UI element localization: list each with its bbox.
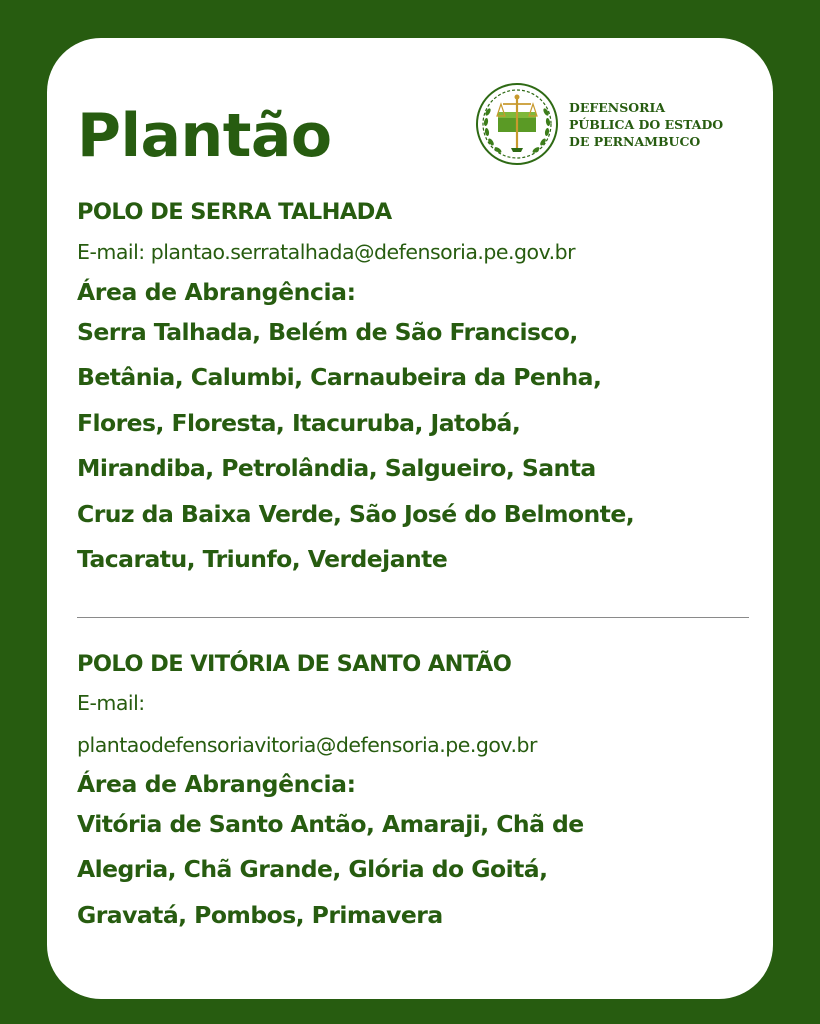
polo-title: POLO DE SERRA TALHADA [77, 199, 392, 225]
area-line: Serra Talhada, Belém de São Francisco, [77, 318, 578, 346]
defensoria-seal-icon [475, 82, 559, 166]
area-line: Gravatá, Pombos, Primavera [77, 900, 443, 929]
area-label: Área de Abrangência: [77, 278, 356, 306]
email-label: E-mail: [77, 691, 145, 715]
area-line: Vitória de Santo Antão, Amaraji, Chã de [77, 810, 584, 838]
email-link[interactable]: plantaodefensoriavitoria@defensoria.pe.gov.br [77, 733, 537, 757]
polo-title: POLO DE VITÓRIA DE SANTO ANTÃO [77, 651, 512, 677]
area-line: Cruz da Baixa Verde, São José do Belmonte, [77, 499, 635, 528]
area-line: Betânia, Calumbi, Carnaubeira da Penha, [77, 363, 602, 392]
polo-serra-talhada [77, 194, 753, 582]
page-title: Plantão [77, 101, 332, 171]
area-line: Flores, Floresta, Itacuruba, Jatobá, [77, 408, 521, 437]
org-name-line: DE PERNAMBUCO [569, 133, 701, 149]
section-divider [77, 617, 749, 618]
area-list [77, 802, 753, 938]
defensoria-logo [475, 82, 723, 166]
org-name-line: DEFENSORIA [569, 99, 666, 115]
area-line: Alegria, Chã Grande, Glória do Goitá, [77, 855, 548, 884]
area-list [77, 310, 753, 582]
info-card [47, 38, 773, 999]
area-line: Mirandiba, Petrolândia, Salgueiro, Santa [77, 454, 596, 483]
email-line [77, 230, 753, 274]
area-label: Área de Abrangência: [77, 770, 356, 798]
area-line: Tacaratu, Triunfo, Verdejante [77, 545, 448, 574]
email-label: E-mail: [77, 240, 145, 264]
polo-vitoria-santo-antao [77, 646, 753, 938]
email-link[interactable]: plantao.serratalhada@defensoria.pe.gov.br [150, 240, 576, 264]
org-name-line: PÚBLICA DO ESTADO [569, 116, 724, 132]
organization-name [569, 99, 723, 150]
